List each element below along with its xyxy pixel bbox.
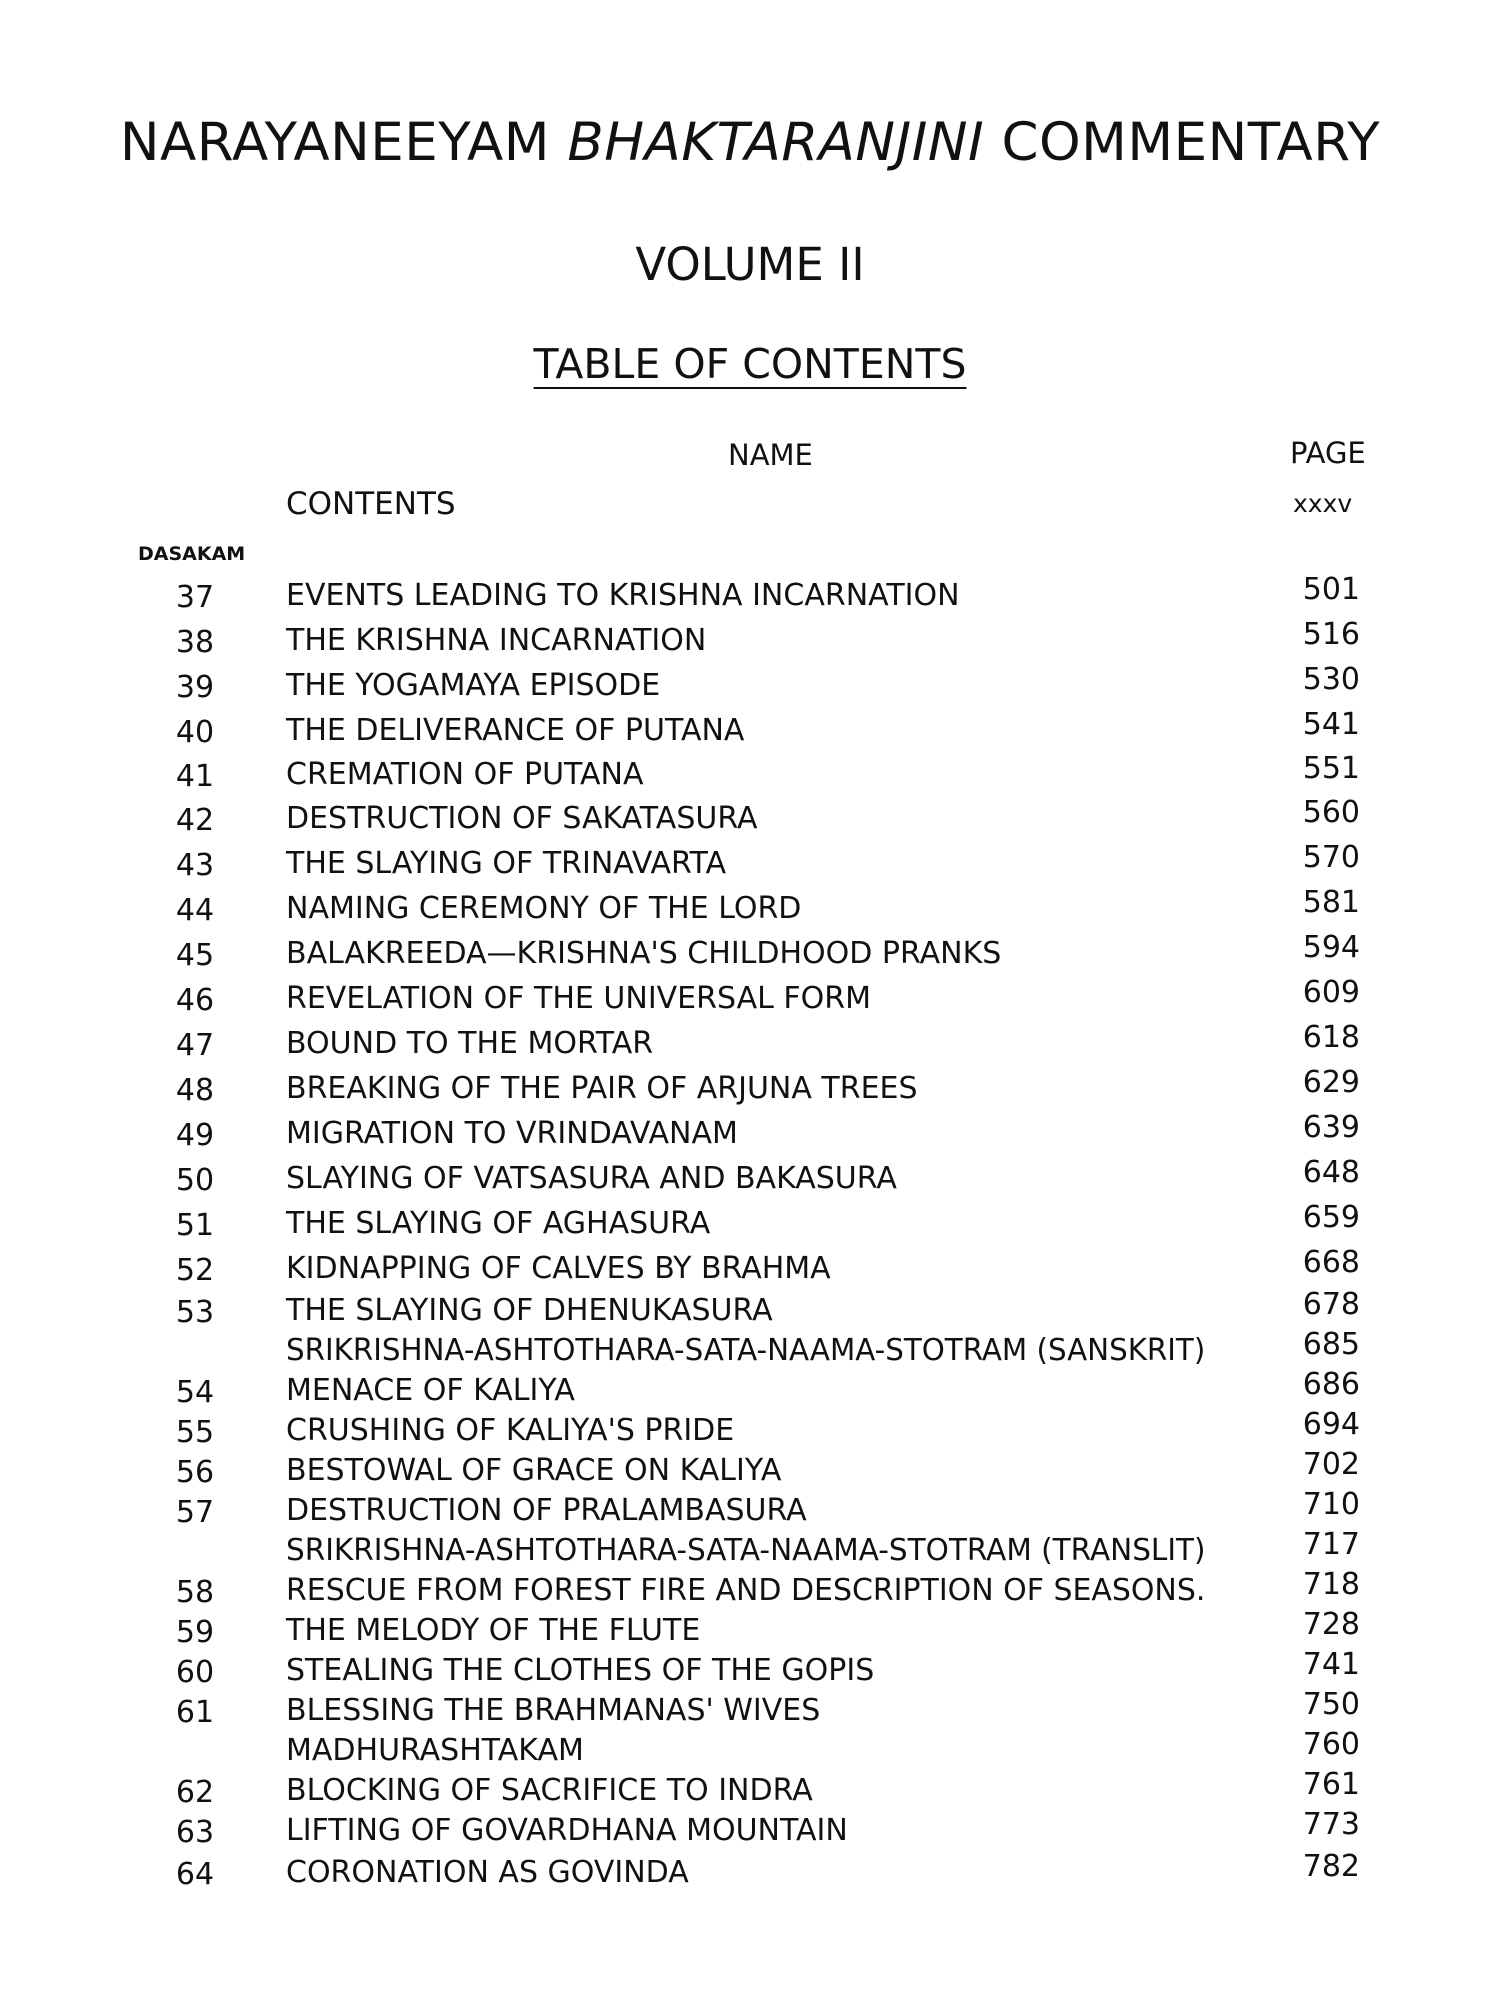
chapter-name: MADHURASHTAKAM [286,1733,584,1768]
dasakam-number: 46 [175,983,215,1018]
chapter-name: THE YOGAMAYA EPISODE [286,668,661,703]
title-italic: BHAKTARANJINI [567,112,985,173]
page-number: 773 [1302,1807,1360,1842]
page-number: 750 [1302,1687,1360,1722]
chapter-name: MENACE OF KALIYA [286,1373,575,1408]
toc-row [0,930,1500,976]
chapter-name: BLOCKING OF SACRIFICE TO INDRA [286,1773,813,1808]
toc-row [0,1245,1500,1291]
dasakam-number: 43 [175,848,215,883]
dasakam-number: 64 [175,1857,215,1892]
dasakam-number: 45 [175,938,215,973]
page-number: 639 [1302,1110,1360,1145]
page-number: 717 [1302,1527,1360,1562]
page-number: 541 [1302,707,1360,742]
toc-row [0,617,1500,663]
dasakam-number: 55 [175,1415,215,1450]
page-number: 702 [1302,1447,1360,1482]
chapter-name: MIGRATION TO VRINDAVANAM [286,1116,738,1151]
column-header-name: NAME [728,438,813,472]
dasakam-number: 49 [175,1118,215,1153]
page-number: 760 [1302,1727,1360,1762]
dasakam-number: 60 [175,1655,215,1690]
chapter-name: CREMATION OF PUTANA [286,757,644,792]
toc-row [0,572,1500,618]
dasakam-number: 44 [175,893,215,928]
page-number: 718 [1302,1567,1360,1602]
dasakam-number: 53 [175,1295,215,1330]
page-number: 678 [1302,1287,1360,1322]
page-number: 761 [1302,1767,1360,1802]
chapter-name: THE SLAYING OF AGHASURA [286,1206,711,1241]
page-number: 560 [1302,795,1360,830]
page-number: 648 [1302,1155,1360,1190]
chapter-name: BLESSING THE BRAHMANAS' WIVES [286,1693,821,1728]
dasakam-number: 56 [175,1455,215,1490]
chapter-name: REVELATION OF THE UNIVERSAL FORM [286,981,871,1016]
chapter-name: BALAKREEDA—KRISHNA'S CHILDHOOD PRANKS [286,936,1002,971]
page-number: 710 [1302,1487,1360,1522]
chapter-name: BREAKING OF THE PAIR OF ARJUNA TREES [286,1071,918,1106]
dasakam-number: 59 [175,1615,215,1650]
dasakam-number: 63 [175,1815,215,1850]
dasakam-number: 38 [175,625,215,660]
page-number: 741 [1302,1647,1360,1682]
toc-row [0,1155,1500,1201]
page-number: 501 [1302,572,1360,607]
chapter-name: EVENTS LEADING TO KRISHNA INCARNATION [286,578,960,613]
dasakam-number: 39 [175,670,215,705]
dasakam-number: 61 [175,1695,215,1730]
dasakam-number: 47 [175,1028,215,1063]
dasakam-number: 58 [175,1575,215,1610]
page-number: 685 [1302,1327,1360,1362]
toc-row [0,1200,1500,1246]
chapter-name: CRUSHING OF KALIYA'S PRIDE [286,1413,735,1448]
chapter-name: THE SLAYING OF DHENUKASURA [286,1293,773,1328]
chapter-name: STEALING THE CLOTHES OF THE GOPIS [286,1653,875,1688]
chapter-name: NAMING CEREMONY OF THE LORD [286,891,802,926]
chapter-name: LIFTING OF GOVARDHANA MOUNTAIN [286,1813,848,1848]
dasakam-number: 48 [175,1073,215,1108]
page-number: 728 [1302,1607,1360,1642]
chapter-name: CORONATION AS GOVINDA [286,1855,689,1890]
chapter-name: THE DELIVERANCE OF PUTANA [286,713,745,748]
page-number: 570 [1302,840,1360,875]
dasakam-number: 57 [175,1495,215,1530]
dasakam-number: 50 [175,1163,215,1198]
toc-row [0,751,1500,797]
contents-entry-page: xxxv [1293,489,1353,518]
volume-heading: VOLUME II [635,238,865,291]
page-number: 668 [1302,1245,1360,1280]
title-part2: COMMENTARY [984,112,1381,173]
page-number: 581 [1302,885,1360,920]
chapter-name: THE SLAYING OF TRINAVARTA [286,846,727,881]
chapter-name: SRIKRISHNA-ASHTOTHARA-SATA-NAAMA-STOTRAM (TRANSLIT) [286,1533,1206,1568]
dasakam-number: 40 [175,715,215,750]
toc-row [0,795,1500,841]
page-number: 594 [1302,930,1360,965]
chapter-name: SLAYING OF VATSASURA AND BAKASURA [286,1161,897,1196]
page-number: 686 [1302,1367,1360,1402]
dasakam-number: 42 [175,803,215,838]
toc-row [0,1807,1500,1853]
page-number: 694 [1302,1407,1360,1442]
page-number: 629 [1302,1065,1360,1100]
page-number: 530 [1302,662,1360,697]
dasakam-number: 52 [175,1253,215,1288]
chapter-name: SRIKRISHNA-ASHTOTHARA-SATA-NAAMA-STOTRAM (SANSKRIT) [286,1333,1206,1368]
page-number: 782 [1302,1849,1360,1884]
toc-row [0,1110,1500,1156]
page-number: 516 [1302,617,1360,652]
column-header-dasakam: DASAKAM [138,543,246,565]
chapter-name: THE KRISHNA INCARNATION [286,623,707,658]
toc-row [0,840,1500,886]
toc-row [0,707,1500,753]
chapter-name: RESCUE FROM FOREST FIRE AND DESCRIPTION OF SEASONS. [286,1573,1206,1608]
column-header-page: PAGE [1290,436,1366,470]
toc-row [0,975,1500,1021]
chapter-name: DESTRUCTION OF SAKATASURA [286,801,758,836]
title-part1: NARAYANEEYAM [119,112,568,173]
page-number: 609 [1302,975,1360,1010]
toc-heading-text: TABLE OF CONTENTS [533,340,967,388]
chapter-name: BESTOWAL OF GRACE ON KALIYA [286,1453,782,1488]
toc-row [0,885,1500,931]
dasakam-number: 51 [175,1208,215,1243]
dasakam-number: 54 [175,1375,215,1410]
page-number: 659 [1302,1200,1360,1235]
chapter-name: KIDNAPPING OF CALVES BY BRAHMA [286,1251,831,1286]
page-number: 551 [1302,751,1360,786]
toc-row [0,1065,1500,1111]
dasakam-number: 41 [175,759,215,794]
toc-row [0,1020,1500,1066]
contents-entry-label: CONTENTS [286,486,456,522]
toc-row [0,1849,1500,1895]
toc-row [0,662,1500,708]
chapter-name: THE MELODY OF THE FLUTE [286,1613,701,1648]
page-number: 618 [1302,1020,1360,1055]
dasakam-number: 62 [175,1775,215,1810]
chapter-name: BOUND TO THE MORTAR [286,1026,654,1061]
dasakam-number: 37 [175,580,215,615]
chapter-name: DESTRUCTION OF PRALAMBASURA [286,1493,807,1528]
